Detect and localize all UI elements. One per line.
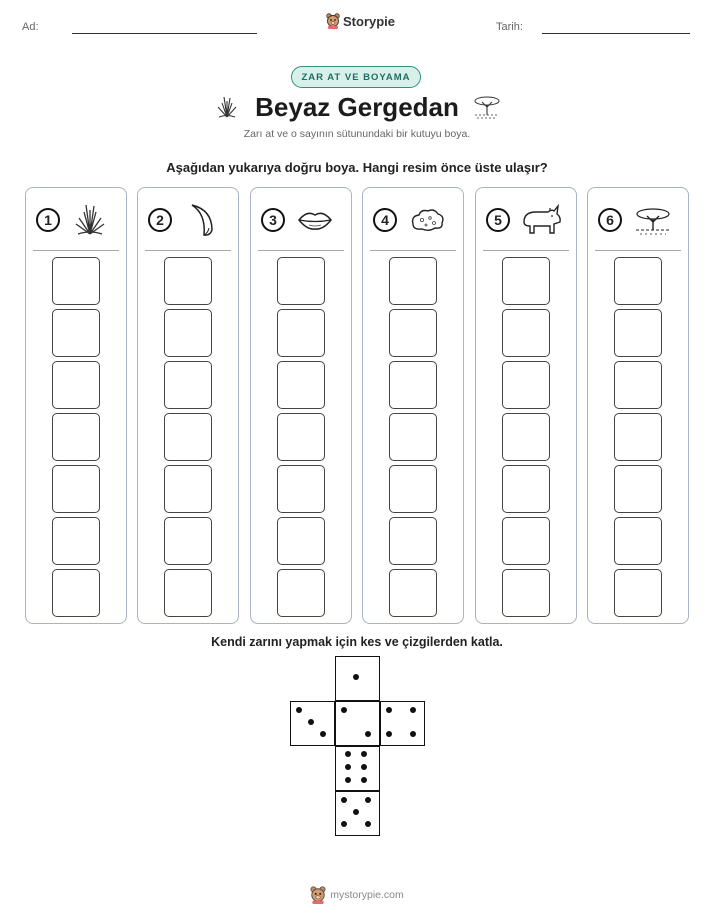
- page-title: Beyaz Gergedan: [255, 92, 459, 122]
- color-box[interactable]: [164, 257, 212, 305]
- column-number: 6: [598, 208, 622, 232]
- dice-pip: [341, 797, 347, 803]
- color-box[interactable]: [52, 257, 100, 305]
- color-box[interactable]: [52, 361, 100, 409]
- color-box[interactable]: [52, 517, 100, 565]
- dice-instruction: Kendi zarını yapmak için kes ve çizgilerden katla.: [211, 635, 503, 649]
- storypie-bear-icon: [326, 13, 340, 29]
- dice-pip: [361, 777, 367, 783]
- color-box[interactable]: [389, 517, 437, 565]
- column-1: [25, 187, 127, 624]
- dice-pip: [341, 821, 347, 827]
- brand-name: Storypie: [343, 13, 396, 29]
- color-box[interactable]: [164, 465, 212, 513]
- color-box[interactable]: [164, 569, 212, 617]
- color-box[interactable]: [277, 517, 325, 565]
- dice-face: [335, 701, 380, 746]
- dice-face: [380, 701, 425, 746]
- name-line[interactable]: [72, 33, 257, 34]
- dice-pip: [361, 751, 367, 757]
- brand-logo: [326, 13, 395, 29]
- color-box[interactable]: [277, 569, 325, 617]
- column-2: [137, 187, 239, 624]
- color-box[interactable]: [614, 517, 662, 565]
- color-box[interactable]: [502, 413, 550, 461]
- name-label: Ad:: [22, 21, 39, 33]
- color-box[interactable]: [52, 413, 100, 461]
- color-box[interactable]: [502, 361, 550, 409]
- footer-url[interactable]: mystorypie.com: [330, 889, 404, 901]
- dice-pip: [386, 731, 392, 737]
- column-number: 5: [486, 208, 510, 232]
- column-number: 2: [148, 208, 172, 232]
- dice-pip: [296, 707, 302, 713]
- grass-icon: [70, 200, 110, 240]
- color-box[interactable]: [614, 569, 662, 617]
- dice-pip: [345, 764, 351, 770]
- color-box[interactable]: [52, 569, 100, 617]
- color-box[interactable]: [389, 465, 437, 513]
- color-box[interactable]: [389, 413, 437, 461]
- color-box[interactable]: [277, 309, 325, 357]
- storypie-bear-icon: [310, 886, 326, 904]
- color-box[interactable]: [164, 413, 212, 461]
- dice-pip: [345, 751, 351, 757]
- dice-pip: [353, 809, 359, 815]
- savanna-tree-icon: [472, 93, 502, 121]
- dice-pip: [365, 731, 371, 737]
- instruction-text: Aşağıdan yukarıya doğru boya. Hangi resim önce üste ulaşır?: [166, 160, 548, 175]
- color-box[interactable]: [277, 257, 325, 305]
- mud-icon: [407, 200, 447, 240]
- column-number: 3: [261, 208, 285, 232]
- color-box[interactable]: [164, 361, 212, 409]
- column-divider: [483, 250, 569, 251]
- color-box[interactable]: [389, 361, 437, 409]
- color-box[interactable]: [277, 465, 325, 513]
- color-box[interactable]: [277, 361, 325, 409]
- dice-face: [335, 656, 380, 701]
- column-divider: [145, 250, 231, 251]
- color-box[interactable]: [52, 309, 100, 357]
- color-box[interactable]: [502, 309, 550, 357]
- dice-pip: [345, 777, 351, 783]
- date-line[interactable]: [542, 33, 690, 34]
- column-4: [362, 187, 464, 624]
- color-box[interactable]: [502, 257, 550, 305]
- rhino-icon: [520, 200, 562, 240]
- dice-pip: [365, 821, 371, 827]
- color-box[interactable]: [614, 309, 662, 357]
- column-divider: [33, 250, 119, 251]
- color-box[interactable]: [614, 257, 662, 305]
- color-box[interactable]: [502, 517, 550, 565]
- color-box[interactable]: [389, 569, 437, 617]
- color-box[interactable]: [277, 413, 325, 461]
- color-box[interactable]: [389, 309, 437, 357]
- page-subtitle: Zarı at ve o sayının sütunundaki bir kutuyu boya.: [243, 128, 471, 140]
- dice-pip: [341, 707, 347, 713]
- date-label: Tarih:: [496, 21, 523, 33]
- color-box[interactable]: [389, 257, 437, 305]
- color-box[interactable]: [614, 413, 662, 461]
- column-5: [475, 187, 577, 624]
- dice-pip: [386, 707, 392, 713]
- dice-pip: [365, 797, 371, 803]
- column-divider: [370, 250, 456, 251]
- color-box[interactable]: [502, 569, 550, 617]
- color-box[interactable]: [164, 309, 212, 357]
- column-6: [587, 187, 689, 624]
- dice-pip: [320, 731, 326, 737]
- color-box[interactable]: [52, 465, 100, 513]
- column-divider: [595, 250, 681, 251]
- color-box[interactable]: [614, 465, 662, 513]
- column-3: [250, 187, 352, 624]
- horn-icon: [182, 200, 222, 240]
- column-number: 1: [36, 208, 60, 232]
- lips-icon: [295, 200, 335, 240]
- dice-pip: [410, 731, 416, 737]
- dice-face: [335, 746, 380, 791]
- dice-pip: [308, 719, 314, 725]
- savanna-tree-icon: [632, 200, 674, 240]
- column-divider: [258, 250, 344, 251]
- footer: [0, 886, 714, 904]
- color-box[interactable]: [164, 517, 212, 565]
- dice-face: [290, 701, 335, 746]
- color-box[interactable]: [502, 465, 550, 513]
- dice-face: [335, 791, 380, 836]
- dice-pip: [410, 707, 416, 713]
- color-box[interactable]: [614, 361, 662, 409]
- dice-pip: [361, 764, 367, 770]
- column-number: 4: [373, 208, 397, 232]
- dice-pip: [353, 674, 359, 680]
- activity-tag: ZAR AT VE BOYAMA: [291, 66, 421, 88]
